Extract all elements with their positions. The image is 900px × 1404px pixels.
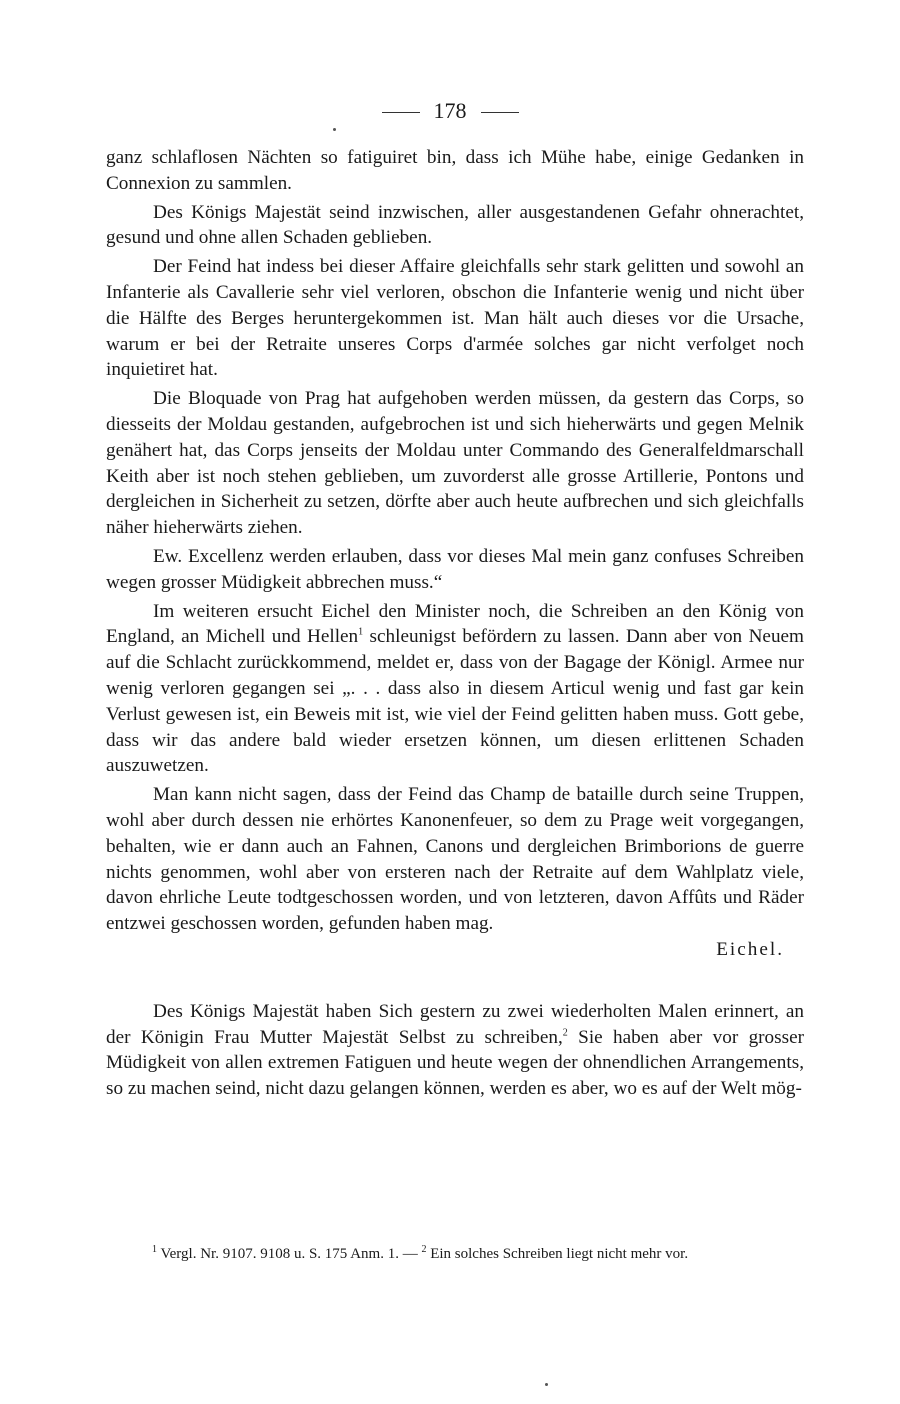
paragraph-5: Ew. Excellenz werden erlauben, dass vor dieses Mal mein ganz confuses Schreiben wegen grosser Müdigkeit abbrechen muss.“ <box>106 545 804 593</box>
speck-mark <box>545 1383 548 1386</box>
paragraph-3: Der Feind hat indess bei dieser Affaire gleichfalls sehr stark gelitten und sowohl an Infanterie als Cavallerie sehr viel verloren, obschon die Infanterie wenig und nicht über die Hälfte des Berges heruntergekommen ist. Man hält auch dieses vor die Ursache, warum er bei der Retraite unseres Corps d'armée solches gar nicht verfolget noch inquietiret hat. <box>106 256 804 381</box>
paragraph-2: Des Königs Majestät seind inzwischen, aller ausgestandenen Gefahr ohnerachtet, gesund und ohne allen Schaden geblieben. <box>106 201 804 249</box>
paragraph-1: ganz schlaflosen Nächten so fatiguiret bin, dass ich Mühe habe, einige Gedanken in Connexion zu sammlen. <box>106 147 804 194</box>
footnote-mark-2: 2 <box>421 1244 427 1255</box>
paragraph-8-text-b: Sie haben aber vor grosser Müdigkeit von allen extremen Fatiguen und heute wegen der ohnendlichen Arrangements, so zu machen seind, nicht dazu gelangen können, werden es aber, wo es auf der Welt mög- <box>106 1026 804 1100</box>
footnote-text <box>106 1244 806 1264</box>
footnote-ref-2: 2 <box>562 1027 568 1039</box>
speck-mark <box>333 128 336 131</box>
footnote-mark-1: 1 <box>152 1244 157 1255</box>
header-rule-left <box>382 112 420 113</box>
paragraph-8-text-a: Des Königs Majestät haben Sich gestern zu zwei wiederholten Malen erinnert, an der Königin Frau Mutter Majestät Selbst zu schreiben, <box>106 1000 804 1048</box>
page-number: 178 <box>433 98 467 123</box>
footnotes <box>106 1244 806 1264</box>
main-text <box>106 145 804 1102</box>
signature: Eichel. <box>716 938 784 960</box>
paragraph-7: Man kann nicht sagen, dass der Feind das Champ de bataille durch seine Truppen, wohl aber durch dessen nie erhörtes Kanonenfeuer, so dem zu Prage weit vorgegangen, behalten, wie er dann auch an Fahnen, Canons und dergleichen Brimborions de guerre nichts genommen, wohl aber von ersteren nach der Retraite auf dem Wahlplatz viele, davon ehrliche Leute todtgeschossen worden, und von letzteren, davon Affûts und Räder entzwei geschossen worden, gefunden haben mag. <box>106 784 804 935</box>
paragraph-8 <box>106 999 804 1102</box>
footnote-ref-1: 1 <box>358 626 364 638</box>
paragraph-6-text-a: Im weiteren ersucht Eichel den Minister noch, die Schreiben an den König von England, an Michell und Hellen <box>106 600 804 648</box>
paragraph-6 <box>106 599 804 780</box>
paragraph-6-text-b: schleunigst befördern zu lassen. Dann aber von Neuem auf die Schlacht zurückkommend, meldet er, dass von der Bagage der Königl. Armee nur wenig verloren gegangen sei „. . . dass also in diesem Articul wenig und fast gar kein Verlust gewesen ist, ein Beweis mit ist, wie viel der Feind gelitten haben muss. Gott gebe, dass wir das andere bald wieder ersetzen können, um diesen erlittenen Schaden auszuwetzen. <box>106 626 804 777</box>
page-header <box>0 98 900 124</box>
footnote-1-text: Vergl. Nr. 9107. 9108 u. S. 175 Anm. 1. — <box>157 1246 422 1262</box>
footnote-2-text: Ein solches Schreiben liegt nicht mehr vor. <box>426 1246 689 1262</box>
header-rule-right <box>481 112 519 113</box>
paragraph-4: Die Bloquade von Prag hat aufgehoben werden müssen, da gestern das Corps, so diesseits der Moldau gestanden, aufgebrochen ist und sich hieherwärts und gegen Melnik genähert hat, das Corps jenseits der Moldau unter Commando des Generalfeldmarschall Keith aber ist noch stehen geblieben, um zuvorderst alle grosse Artillerie, Pontons und dergleichen in Sicherheit zu setzen, dörfte aber auch heute aufbrechen und sich gleichfalls näher hieherwärts ziehen. <box>106 388 804 539</box>
